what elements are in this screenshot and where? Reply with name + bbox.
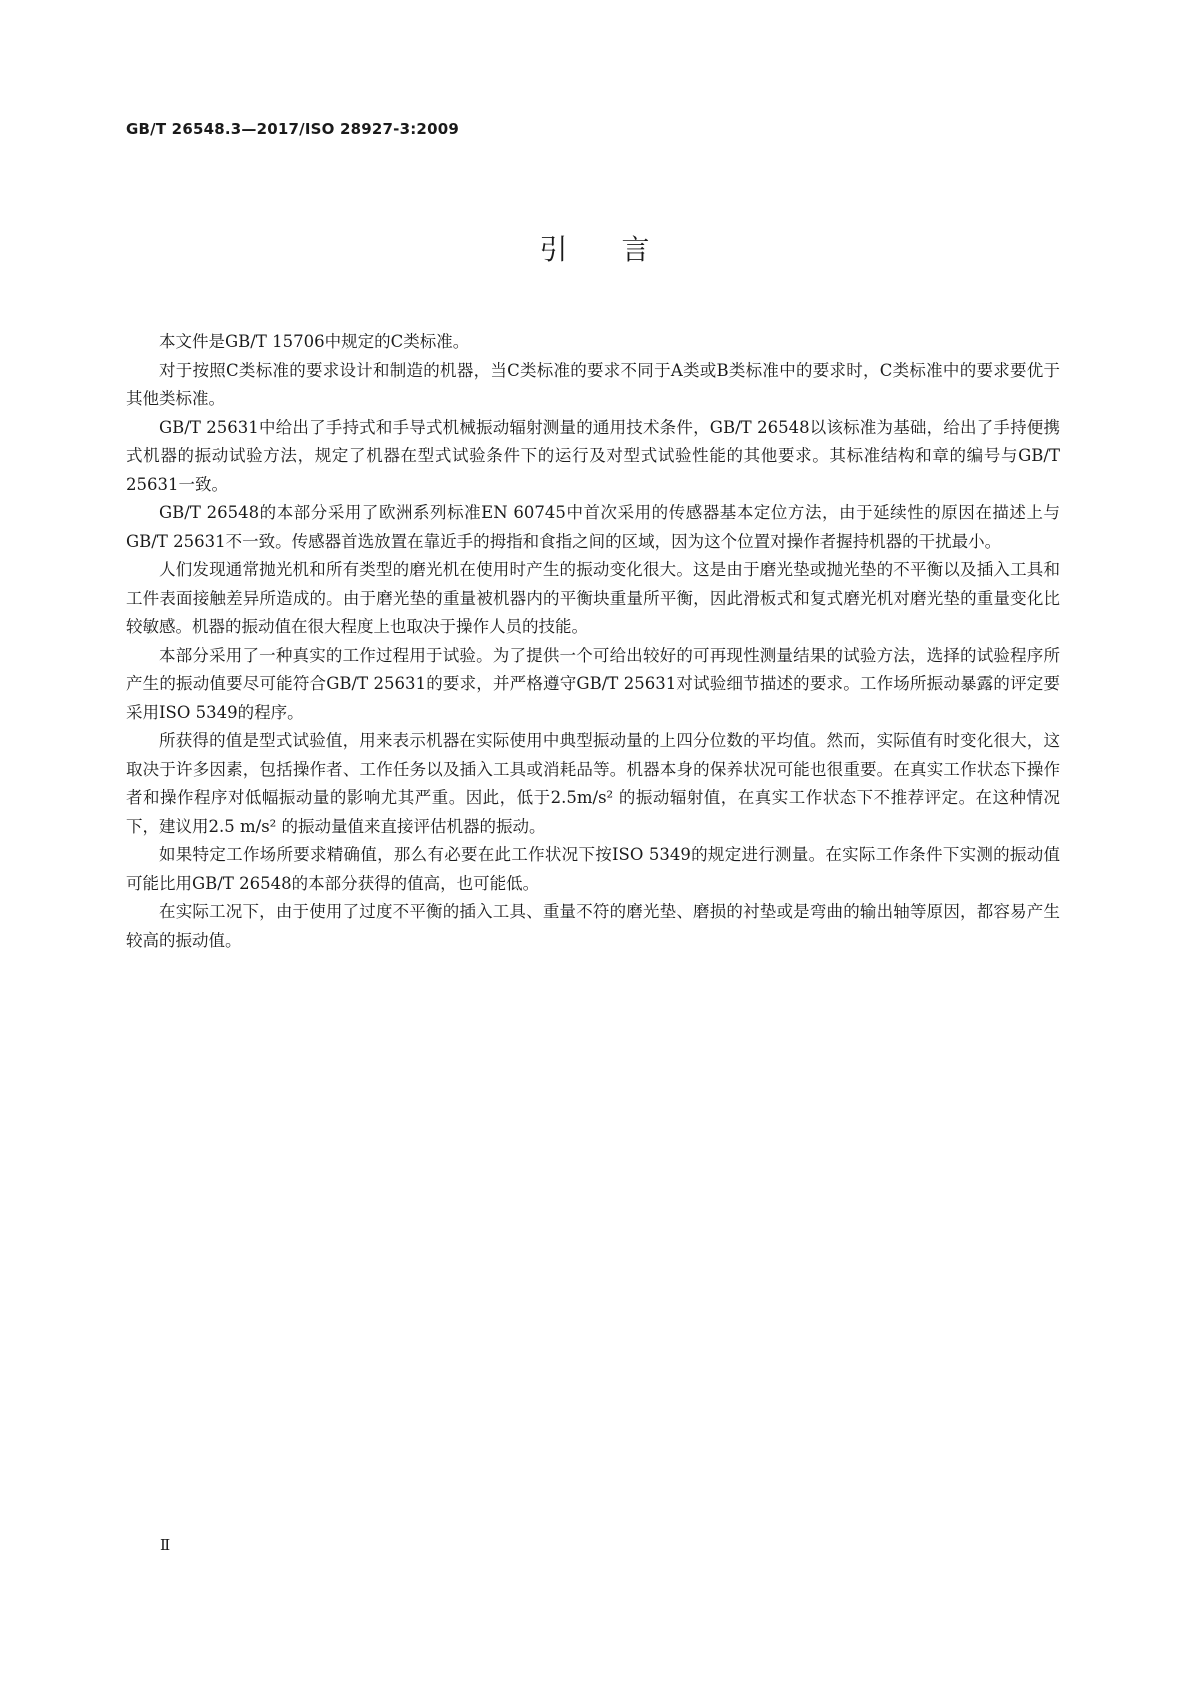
paragraph: 对于按照C类标准的要求设计和制造的机器，当C类标准的要求不同于A类或B类标准中的要求时，C类标准中的要求要优于其他类标准。 [126, 360, 1060, 408]
title-char-1: 引 [539, 233, 570, 266]
page-title [0, 228, 1191, 268]
paragraph: 在实际工况下，由于使用了过度不平衡的插入工具、重量不符的磨光垫、磨损的衬垫或是弯曲的输出轴等原因，都容易产生较高的振动值。 [126, 902, 1060, 950]
introduction-body [126, 328, 1060, 955]
paragraph: GB/T 26548的本部分采用了欧洲系列标准EN 60745中首次采用的传感器基本定位方法，由于延续性的原因在描述上与GB/T 25631不一致。传感器首选放置在靠近手的拇指和食指之间的区域，因为这个位置对操作者握持机器的干扰最小。 [126, 503, 1060, 551]
paragraph: 人们发现通常抛光机和所有类型的磨光机在使用时产生的振动变化很大。这是由于磨光垫或抛光垫的不平衡以及插入工具和工件表面接触差异所造成的。由于磨光垫的重量被机器内的平衡块重量所平衡，因此滑板式和复式磨光机对磨光垫的重量变化比较敏感。机器的振动值在很大程度上也取决于操作人员的技能。 [126, 560, 1060, 636]
paragraph: 所获得的值是型式试验值，用来表示机器在实际使用中典型振动量的上四分位数的平均值。然而，实际值有时变化很大，这取决于许多因素，包括操作者、工作任务以及插入工具或消耗品等。机器本身的保养状况可能也很重要。在真实工作状态下操作者和操作程序对低幅振动量的影响尤其严重。因此，低于2.5m/s² 的振动辐射值，在真实工作状态下不推荐评定。在这种情况下，建议用2.5 m/s² 的振动量值来直接评估机器的振动。 [126, 731, 1060, 836]
paragraph: 本部分采用了一种真实的工作过程用于试验。为了提供一个可给出较好的可再现性测量结果的试验方法，选择的试验程序所产生的振动值要尽可能符合GB/T 25631的要求，并严格遵守GB/T 25631对试验细节描述的要求。工作场所振动暴露的评定要采用ISO 5349的程序。 [126, 645, 1060, 722]
paragraph: 本文件是GB/T 15706中规定的C类标准。 [159, 332, 470, 351]
page-number: Ⅱ [160, 1536, 171, 1554]
paragraph: 如果特定工作场所要求精确值，那么有必要在此工作状况下按ISO 5349的规定进行测量。在实际工作条件下实测的振动值可能比用GB/T 26548的本部分获得的值高，也可能低。 [126, 845, 1060, 893]
title-char-2: 言 [621, 233, 652, 266]
standard-number: GB/T 26548.3—2017/ISO 28927-3:2009 [126, 120, 459, 138]
paragraph: GB/T 25631中给出了手持式和手导式机械振动辐射测量的通用技术条件，GB/T 26548以该标准为基础，给出了手持便携式机器的振动试验方法，规定了机器在型式试验条件下的运行及对型式试验性能的其他要求。其标准结构和章的编号与GB/T 25631一致。 [126, 417, 1060, 494]
